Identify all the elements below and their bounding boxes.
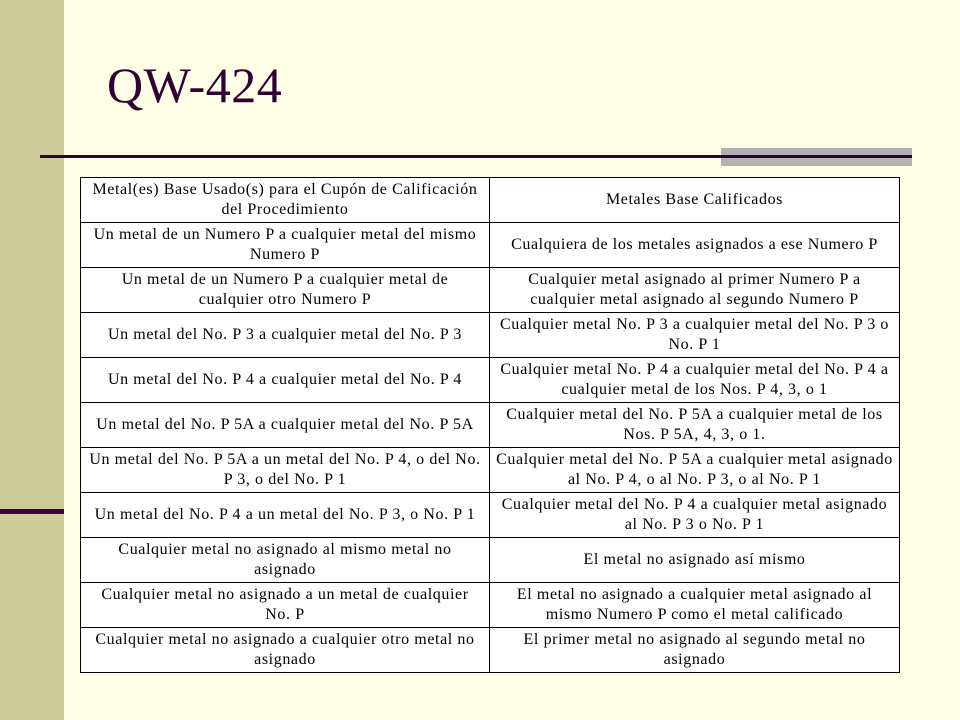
cell-base-metal-qualified: Cualquier metal No. P 4 a cualquier metal del No. P 4 a cualquier metal de los Nos. P 4, 3, o 1	[490, 358, 900, 403]
cell-base-metal-qualified: Cualquier metal No. P 3 a cualquier metal del No. P 3 o No. P 1	[490, 313, 900, 358]
cell-base-metal-used: Cualquier metal no asignado a un metal de cualquier No. P	[81, 583, 490, 628]
cell-base-metal-qualified: Cualquier metal del No. P 4 a cualquier metal asignado al No. P 3 o No. P 1	[490, 493, 900, 538]
cell-base-metal-qualified: Cualquier metal asignado al primer Numero P a cualquier metal asignado al segundo Numero P	[490, 268, 900, 313]
cell-base-metal-used: Cualquier metal no asignado al mismo metal no asignado	[81, 538, 490, 583]
table-row	[81, 268, 900, 313]
table-header-row	[81, 178, 900, 223]
cell-base-metal-qualified: El metal no asignado a cualquier metal asignado al mismo Numero P como el metal calificado	[490, 583, 900, 628]
table-row	[81, 538, 900, 583]
table-row	[81, 628, 900, 673]
cell-base-metal-used: Un metal de un Numero P a cualquier metal del mismo Numero P	[81, 223, 490, 268]
table-row	[81, 448, 900, 493]
cell-base-metal-qualified: Cualquier metal del No. P 5A a cualquier metal de los Nos. P 5A, 4, 3, o 1.	[490, 403, 900, 448]
cell-base-metal-used: Un metal del No. P 4 a cualquier metal del No. P 4	[81, 358, 490, 403]
cell-base-metal-qualified: Cualquiera de los metales asignados a ese Numero P	[490, 223, 900, 268]
cell-base-metal-used: Cualquier metal no asignado a cualquier otro metal no asignado	[81, 628, 490, 673]
cell-base-metal-qualified: Cualquier metal del No. P 5A a cualquier metal asignado al No. P 4, o al No. P 3, o al No. P 1	[490, 448, 900, 493]
table-row	[81, 313, 900, 358]
slide-title: QW-424	[107, 57, 283, 113]
table-row	[81, 493, 900, 538]
title-rule-accent-line	[721, 155, 912, 158]
cell-base-metal-used: Un metal de un Numero P a cualquier metal de cualquier otro Numero P	[81, 268, 490, 313]
cell-base-metal-used: Un metal del No. P 5A a un metal del No. P 4, o del No. P 3, o del No. P 1	[81, 448, 490, 493]
table-row	[81, 403, 900, 448]
left-accent-stripe	[0, 509, 64, 514]
base-metals-table	[80, 177, 900, 673]
header-cell-base-metals-used: Metal(es) Base Usado(s) para el Cupón de Calificación del Procedimiento	[81, 178, 490, 223]
table-row	[81, 223, 900, 268]
cell-base-metal-qualified: El primer metal no asignado al segundo metal no asignado	[490, 628, 900, 673]
table-row	[81, 358, 900, 403]
header-cell-base-metals-qualified: Metales Base Calificados	[490, 178, 900, 223]
cell-base-metal-used: Un metal del No. P 4 a un metal del No. P 3, o No. P 1	[81, 493, 490, 538]
table-row	[81, 583, 900, 628]
cell-base-metal-qualified: El metal no asignado así mismo	[490, 538, 900, 583]
cell-base-metal-used: Un metal del No. P 5A a cualquier metal del No. P 5A	[81, 403, 490, 448]
cell-base-metal-used: Un metal del No. P 3 a cualquier metal del No. P 3	[81, 313, 490, 358]
left-decorative-bar	[0, 0, 64, 720]
